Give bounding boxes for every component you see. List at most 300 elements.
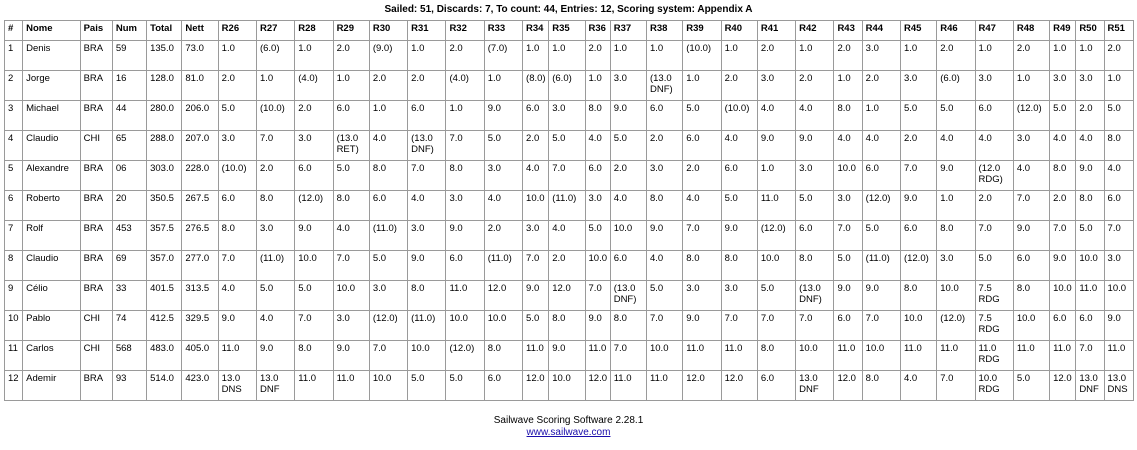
table-cell: 7.0: [721, 311, 757, 341]
table-cell: 13.0 DNS: [1104, 371, 1133, 401]
table-cell: 7.5 RDG: [975, 281, 1013, 311]
column-header: R31: [408, 21, 446, 41]
table-cell: 2.0: [937, 41, 975, 71]
table-cell: 3.0: [796, 161, 834, 191]
table-cell: Carlos: [23, 341, 80, 371]
table-cell: 3.0: [408, 221, 446, 251]
table-cell: 288.0: [147, 131, 182, 161]
table-cell: 7.0: [975, 221, 1013, 251]
table-cell: 2.0: [585, 41, 610, 71]
table-cell: 9.0: [549, 341, 585, 371]
column-header: R38: [646, 21, 682, 41]
table-cell: 7.0: [646, 311, 682, 341]
table-cell: 6.0: [900, 221, 936, 251]
table-cell: 8.0: [1104, 131, 1133, 161]
table-cell: 10.0: [295, 251, 333, 281]
table-cell: 280.0: [147, 101, 182, 131]
column-header: R29: [333, 21, 369, 41]
table-cell: 12.0: [683, 371, 721, 401]
table-cell: 4.0: [646, 251, 682, 281]
table-cell: 7.0: [408, 161, 446, 191]
table-cell: (12.0): [295, 191, 333, 221]
table-cell: 2: [5, 71, 23, 101]
table-cell: 3.0: [256, 221, 294, 251]
table-cell: BRA: [80, 281, 112, 311]
table-cell: 8.0: [333, 191, 369, 221]
column-header: R35: [549, 21, 585, 41]
table-cell: 9.0: [862, 281, 900, 311]
table-row: [5, 251, 1134, 281]
table-cell: CHI: [80, 311, 112, 341]
table-cell: 3.0: [1104, 251, 1133, 281]
table-cell: 2.0: [333, 41, 369, 71]
table-cell: (11.0): [862, 251, 900, 281]
table-cell: 69: [112, 251, 146, 281]
table-cell: 8.0: [646, 191, 682, 221]
table-cell: 2.0: [1104, 41, 1133, 71]
table-cell: 2.0: [256, 161, 294, 191]
table-cell: 9.0: [1013, 221, 1049, 251]
table-cell: 11.0: [1076, 281, 1104, 311]
table-cell: 7.0: [256, 131, 294, 161]
table-row: [5, 221, 1134, 251]
table-row: [5, 71, 1134, 101]
table-cell: 1.0: [256, 71, 294, 101]
table-cell: 1.0: [585, 71, 610, 101]
table-cell: 1.0: [549, 41, 585, 71]
table-cell: (12.0): [369, 311, 407, 341]
table-cell: 2.0: [646, 131, 682, 161]
table-cell: Denis: [23, 41, 80, 71]
table-cell: 11.0: [446, 281, 484, 311]
table-cell: 20: [112, 191, 146, 221]
table-cell: 2.0: [834, 41, 862, 71]
table-cell: 313.5: [182, 281, 218, 311]
table-cell: 4.0: [683, 191, 721, 221]
table-cell: 5.0: [757, 281, 795, 311]
table-cell: Alexandre: [23, 161, 80, 191]
table-cell: 3: [5, 101, 23, 131]
table-cell: 4.0: [369, 131, 407, 161]
table-cell: 9: [5, 281, 23, 311]
column-header: R42: [796, 21, 834, 41]
table-cell: 2.0: [369, 71, 407, 101]
table-cell: 2.0: [975, 191, 1013, 221]
table-cell: 10.0: [757, 251, 795, 281]
table-cell: (4.0): [295, 71, 333, 101]
table-cell: 4.0: [408, 191, 446, 221]
column-header: R49: [1050, 21, 1076, 41]
table-cell: 10.0: [862, 341, 900, 371]
table-cell: 2.0: [484, 221, 522, 251]
table-cell: 1.0: [646, 41, 682, 71]
table-cell: Ademir: [23, 371, 80, 401]
table-cell: 5.0: [862, 221, 900, 251]
table-cell: (7.0): [484, 41, 522, 71]
table-cell: 9.0: [1050, 251, 1076, 281]
table-cell: 405.0: [182, 341, 218, 371]
table-cell: (8.0): [523, 71, 549, 101]
table-cell: 6.0: [218, 191, 256, 221]
table-cell: 5.0: [585, 221, 610, 251]
table-cell: 12.0: [549, 281, 585, 311]
table-cell: 2.0: [218, 71, 256, 101]
table-cell: 44: [112, 101, 146, 131]
table-cell: 9.0: [646, 221, 682, 251]
table-cell: 8.0: [549, 311, 585, 341]
column-header: R33: [484, 21, 522, 41]
table-cell: 8.0: [369, 161, 407, 191]
table-cell: 11.0: [1104, 341, 1133, 371]
table-cell: 4.0: [721, 131, 757, 161]
table-cell: (12.0): [862, 191, 900, 221]
table-cell: 2.0: [295, 101, 333, 131]
column-header: Pais: [80, 21, 112, 41]
table-cell: Jorge: [23, 71, 80, 101]
table-cell: 11: [5, 341, 23, 371]
table-cell: 7.0: [683, 221, 721, 251]
table-cell: 1: [5, 41, 23, 71]
table-cell: 9.0: [721, 221, 757, 251]
column-header: R51: [1104, 21, 1133, 41]
table-cell: 1.0: [937, 191, 975, 221]
table-cell: 6.0: [1050, 311, 1076, 341]
column-header: R40: [721, 21, 757, 41]
table-cell: 7.0: [834, 221, 862, 251]
table-cell: (10.0): [683, 41, 721, 71]
table-cell: 06: [112, 161, 146, 191]
table-cell: 10.0: [523, 191, 549, 221]
table-cell: 7.0: [549, 161, 585, 191]
results-body: [5, 41, 1134, 401]
table-cell: (12.0): [446, 341, 484, 371]
table-cell: 3.0: [218, 131, 256, 161]
table-cell: 3.0: [295, 131, 333, 161]
table-cell: 5.0: [646, 281, 682, 311]
table-cell: 12.0: [523, 371, 549, 401]
table-cell: Roberto: [23, 191, 80, 221]
table-cell: 7.0: [333, 251, 369, 281]
table-cell: 7.0: [1104, 221, 1133, 251]
table-cell: 5.0: [1104, 101, 1133, 131]
table-cell: 33: [112, 281, 146, 311]
table-cell: 3.0: [834, 191, 862, 221]
table-cell: 11.0: [757, 191, 795, 221]
series-summary: Sailed: 51, Discards: 7, To count: 44, Entries: 12, Scoring system: Appendix A: [384, 4, 753, 15]
table-cell: 6.0: [408, 101, 446, 131]
table-cell: 3.0: [937, 251, 975, 281]
table-cell: 81.0: [182, 71, 218, 101]
table-cell: 8.0: [796, 251, 834, 281]
table-cell: 1.0: [295, 41, 333, 71]
table-cell: 2.0: [549, 251, 585, 281]
table-cell: 2.0: [1050, 191, 1076, 221]
table-row: [5, 311, 1134, 341]
table-cell: 4.0: [975, 131, 1013, 161]
table-cell: 3.0: [333, 311, 369, 341]
table-cell: 9.0: [446, 221, 484, 251]
table-cell: 3.0: [757, 71, 795, 101]
table-cell: 4.0: [1104, 161, 1133, 191]
table-cell: BRA: [80, 371, 112, 401]
column-header: Total: [147, 21, 182, 41]
table-cell: 7.0: [1076, 341, 1104, 371]
table-cell: 5.0: [408, 371, 446, 401]
table-cell: 3.0: [721, 281, 757, 311]
table-cell: 9.0: [683, 311, 721, 341]
table-cell: (13.0 DNF): [408, 131, 446, 161]
table-cell: 5.0: [796, 191, 834, 221]
column-header: R28: [295, 21, 333, 41]
table-cell: (13.0 DNF): [610, 281, 646, 311]
table-cell: 453: [112, 221, 146, 251]
table-cell: 3.0: [446, 191, 484, 221]
table-cell: CHI: [80, 341, 112, 371]
table-cell: 74: [112, 311, 146, 341]
table-cell: (11.0): [484, 251, 522, 281]
column-header: R39: [683, 21, 721, 41]
table-cell: 10.0: [1013, 311, 1049, 341]
table-cell: 6.0: [523, 101, 549, 131]
table-cell: BRA: [80, 41, 112, 71]
table-cell: 65: [112, 131, 146, 161]
table-cell: 10.0: [585, 251, 610, 281]
table-cell: 73.0: [182, 41, 218, 71]
table-cell: Claudio: [23, 131, 80, 161]
table-cell: 9.0: [1076, 161, 1104, 191]
table-cell: 8.0: [585, 101, 610, 131]
table-cell: 9.0: [408, 251, 446, 281]
table-cell: BRA: [80, 161, 112, 191]
column-header: R43: [834, 21, 862, 41]
table-cell: 1.0: [757, 161, 795, 191]
table-cell: 3.0: [1050, 71, 1076, 101]
table-cell: 267.5: [182, 191, 218, 221]
table-cell: 6.0: [1104, 191, 1133, 221]
table-cell: 5.0: [369, 251, 407, 281]
table-cell: 8.0: [1050, 161, 1076, 191]
column-header: R44: [862, 21, 900, 41]
table-cell: 11.0: [523, 341, 549, 371]
table-cell: 128.0: [147, 71, 182, 101]
table-cell: 5.0: [295, 281, 333, 311]
table-cell: 3.0: [975, 71, 1013, 101]
table-cell: 7.0: [295, 311, 333, 341]
table-cell: 276.5: [182, 221, 218, 251]
table-cell: 3.0: [900, 71, 936, 101]
table-cell: 228.0: [182, 161, 218, 191]
table-cell: 12: [5, 371, 23, 401]
table-cell: 12.0: [834, 371, 862, 401]
table-cell: 2.0: [796, 71, 834, 101]
table-cell: 11.0: [834, 341, 862, 371]
table-cell: 8.0: [900, 281, 936, 311]
table-cell: 10.0: [937, 281, 975, 311]
table-cell: 1.0: [900, 41, 936, 71]
table-cell: Rolf: [23, 221, 80, 251]
table-cell: 8: [5, 251, 23, 281]
table-cell: 6: [5, 191, 23, 221]
table-cell: 4.0: [796, 101, 834, 131]
table-cell: 8.0: [256, 191, 294, 221]
table-cell: 2.0: [523, 131, 549, 161]
table-cell: 1.0: [523, 41, 549, 71]
table-cell: BRA: [80, 221, 112, 251]
table-cell: 9.0: [610, 101, 646, 131]
table-row: [5, 341, 1134, 371]
table-cell: 4.0: [1050, 131, 1076, 161]
table-cell: 2.0: [610, 161, 646, 191]
table-cell: (10.0): [218, 161, 256, 191]
table-cell: 303.0: [147, 161, 182, 191]
table-cell: 10.0: [610, 221, 646, 251]
table-cell: 3.0: [549, 101, 585, 131]
table-cell: 9.0: [585, 311, 610, 341]
table-cell: 10.0: [549, 371, 585, 401]
table-row: [5, 371, 1134, 401]
table-cell: 5.0: [446, 371, 484, 401]
table-cell: Célio: [23, 281, 80, 311]
table-cell: 1.0: [1076, 41, 1104, 71]
table-cell: 2.0: [408, 71, 446, 101]
table-cell: 16: [112, 71, 146, 101]
table-cell: 7.5 RDG: [975, 311, 1013, 341]
table-cell: 6.0: [369, 191, 407, 221]
table-cell: (11.0): [256, 251, 294, 281]
table-cell: 1.0: [834, 71, 862, 101]
results-table: [4, 20, 1134, 401]
table-cell: 5.0: [256, 281, 294, 311]
table-cell: (12.0 RDG): [975, 161, 1013, 191]
table-cell: 5.0: [975, 251, 1013, 281]
table-cell: 13.0 DNS: [218, 371, 256, 401]
table-cell: 3.0: [369, 281, 407, 311]
table-cell: (9.0): [369, 41, 407, 71]
table-cell: 1.0: [796, 41, 834, 71]
column-header: #: [5, 21, 23, 41]
table-cell: 6.0: [295, 161, 333, 191]
table-cell: 277.0: [182, 251, 218, 281]
table-cell: 11.0: [585, 341, 610, 371]
table-cell: 568: [112, 341, 146, 371]
table-cell: 7.0: [1050, 221, 1076, 251]
table-cell: 5.0: [333, 161, 369, 191]
table-cell: 3.0: [523, 221, 549, 251]
table-cell: 10.0: [369, 371, 407, 401]
table-cell: 6.0: [610, 251, 646, 281]
column-header: R36: [585, 21, 610, 41]
table-cell: 4.0: [862, 131, 900, 161]
table-cell: 10.0: [1050, 281, 1076, 311]
table-cell: 8.0: [1076, 191, 1104, 221]
table-cell: 6.0: [585, 161, 610, 191]
table-cell: 1.0: [1013, 71, 1049, 101]
table-cell: 6.0: [446, 251, 484, 281]
table-cell: 8.0: [937, 221, 975, 251]
table-cell: 11.0: [1050, 341, 1076, 371]
table-cell: 4.0: [900, 371, 936, 401]
table-cell: 4.0: [834, 131, 862, 161]
table-cell: 9.0: [218, 311, 256, 341]
table-cell: 3.0: [610, 71, 646, 101]
table-cell: 2.0: [683, 161, 721, 191]
table-cell: 7.0: [900, 161, 936, 191]
table-cell: 11.0: [721, 341, 757, 371]
table-cell: 11.0: [683, 341, 721, 371]
table-cell: BRA: [80, 71, 112, 101]
table-cell: 5.0: [937, 101, 975, 131]
table-cell: Pablo: [23, 311, 80, 341]
table-cell: 1.0: [446, 101, 484, 131]
table-cell: 483.0: [147, 341, 182, 371]
table-cell: 10.0: [333, 281, 369, 311]
table-cell: (4.0): [446, 71, 484, 101]
table-cell: 2.0: [446, 41, 484, 71]
table-row: [5, 101, 1134, 131]
table-cell: BRA: [80, 251, 112, 281]
table-cell: 13.0 DNF: [256, 371, 294, 401]
table-cell: 5.0: [683, 101, 721, 131]
column-header: Nett: [182, 21, 218, 41]
table-cell: 6.0: [757, 371, 795, 401]
table-cell: (13.0 RET): [333, 131, 369, 161]
table-cell: 10.0: [446, 311, 484, 341]
column-header: Num: [112, 21, 146, 41]
table-cell: 329.5: [182, 311, 218, 341]
table-cell: 4.0: [218, 281, 256, 311]
table-cell: 11.0: [900, 341, 936, 371]
table-cell: 11.0: [218, 341, 256, 371]
table-cell: BRA: [80, 101, 112, 131]
table-cell: 3.0: [1076, 71, 1104, 101]
table-cell: 3.0: [1013, 131, 1049, 161]
table-cell: 11.0: [937, 341, 975, 371]
table-cell: 6.0: [683, 131, 721, 161]
table-cell: 8.0: [484, 341, 522, 371]
table-cell: 5.0: [1050, 101, 1076, 131]
column-header: R41: [757, 21, 795, 41]
table-cell: 2.0: [862, 71, 900, 101]
table-cell: 3.0: [484, 161, 522, 191]
table-row: [5, 281, 1134, 311]
table-cell: 4.0: [1013, 161, 1049, 191]
table-cell: 3.0: [683, 281, 721, 311]
table-cell: 401.5: [147, 281, 182, 311]
table-cell: 1.0: [862, 101, 900, 131]
column-header: Nome: [23, 21, 80, 41]
table-cell: 1.0: [683, 71, 721, 101]
table-cell: 6.0: [646, 101, 682, 131]
table-cell: 1.0: [218, 41, 256, 71]
column-header: R26: [218, 21, 256, 41]
table-cell: (12.0): [757, 221, 795, 251]
table-cell: 10.0: [484, 311, 522, 341]
column-header: R48: [1013, 21, 1049, 41]
table-cell: 7.0: [757, 311, 795, 341]
table-cell: 9.0: [523, 281, 549, 311]
table-cell: 6.0: [975, 101, 1013, 131]
table-cell: 1.0: [408, 41, 446, 71]
table-cell: 12.0: [585, 371, 610, 401]
table-cell: 7.0: [369, 341, 407, 371]
table-cell: 1.0: [484, 71, 522, 101]
sailwave-link[interactable]: www.sailwave.com: [526, 427, 611, 438]
table-cell: 2.0: [1076, 101, 1104, 131]
table-cell: 10.0: [1104, 281, 1133, 311]
table-cell: 7.0: [446, 131, 484, 161]
table-cell: 1.0: [721, 41, 757, 71]
table-cell: 13.0 DNF: [796, 371, 834, 401]
